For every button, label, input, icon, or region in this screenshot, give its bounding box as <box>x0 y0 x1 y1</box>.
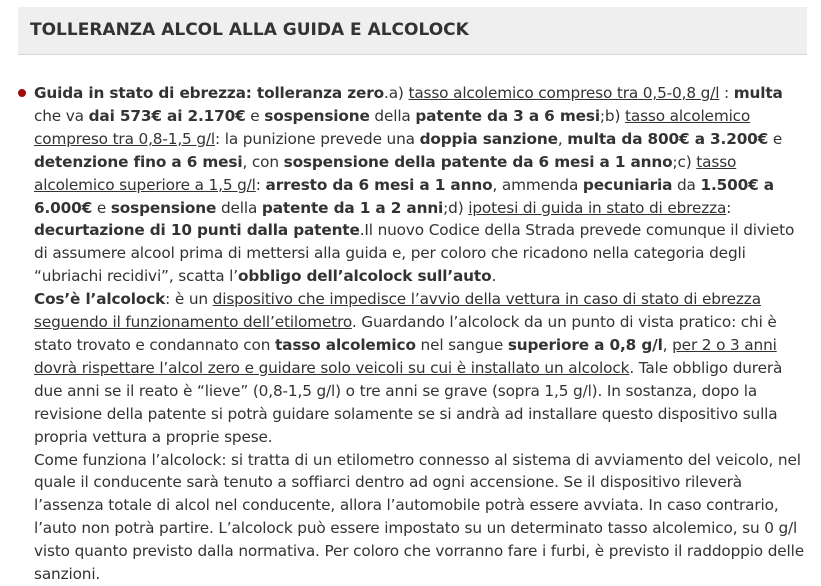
link-tasso-1-5[interactable]: tasso alcolemico superiore a 1,5 g/l <box>34 152 737 194</box>
link-alcol-zero[interactable]: per 2 o 3 anni dovrà rispettare l’alcol zero e guidare solo veicoli su cui è installato un alcolock <box>34 335 777 377</box>
link-ipotesi-ebrezza[interactable]: ipotesi di guida in stato di ebrezza <box>468 198 727 217</box>
link-tasso-0-8[interactable]: tasso alcolemico compreso tra 0,8-1,5 g/l <box>34 106 751 148</box>
article-body <box>34 82 810 586</box>
section-header <box>18 7 807 55</box>
paragraph-funzionamento: Come funziona l’alcolock: si tratta di un etilometro connesso al sistema di avviamento del veicolo, nel quale il conducente sarà tenuto a soffiarci dentro ad ogni accensione. Se il dispositivo rileverà l’assenza totale di alcol nel conducente, allora l’automobile potrà essere avviata. In caso contrario, l’auto non potrà partire. L’alcolock può essere impostato su un determinato tasso alcolemico, su 0 g/l visto quanto previsto dalla normativa. Per coloro che vorranno fare i furbi, è previsto il raddoppio delle sanzioni. <box>34 450 805 584</box>
list-item: Guida in stato di ebrezza: tolleranza zero.a) tasso alcolemico compreso tra 0,5-0,8 g/l : multa che va dai 573€ ai 2.170€ e sospensione della patente da 3 a 6 mesi;b) tasso alcolemico compreso tra 0,8-1,5 g/l: la punizione prevede una doppia sanzione, multa da 800€ a 3.200€ e detenzione fino a 6 mesi, con sospensione della patente da 6 mesi a 1 anno;c) tasso alcolemico superiore a 1,5 g/l: arresto da 6 mesi a 1 anno, ammenda pecuniaria da 1.500€ a 6.000€ e sospensione della patente da 1 a 2 anni;d) ipotesi di guida in stato di ebrezza: decurtazione di 10 punti dalla patente.Il nuovo Codice della Strada prevede comunque il divieto di assumere alcool prima di mettersi alla guida e, per coloro che ricadono nella categoria degli “ubriachi recidivi”, scatta l’obbligo dell’alcolock sull’auto. Cos’è l’alcolock: è un dispositivo che impedisce l’avvio della vettura in caso di stato di ebrezza seguendo il funzionamento dell’etilometro. Guardando l’alcolock da un punto di vista pratico: chi è stato trovato e condannato con tasso alcolemico nel sangue superiore a 0,8 g/l, per 2 o 3 anni dovrà rispettare l’alcol zero e guidare solo veicoli su cui è installato un alcolock. Tale obbligo durerà due anni se il reato è “lieve” (0,8-1,5 g/l) o tre anni se grave (sopra 1,5 g/l). In sostanza, dopo la revisione della patente si potrà guidare solamente se si andrà ad installare questo dispositivo sulla propria vettura a proprie spese. Come funziona l’alcolock: si tratta di un etilometro connesso al sistema di avviamento del veicolo, nel quale il conducente sarà tenuto a soffiarci dentro ad ogni accensione. Se il dispositivo rileverà l’assenza totale di alcol nel conducente, allora l’automobile potrà essere avviata. In caso contrario, l’auto non potrà partire. L’alcolock può essere impostato su un determinato tasso alcolemico, su 0 g/l visto quanto previsto dalla normativa. Per coloro che vorranno fare i furbi, è previsto il raddoppio delle sanzioni. <box>34 84 805 584</box>
link-dispositivo[interactable]: dispositivo che impedisce l’avvio della vettura in caso di stato di ebrezza seguendo il funzionamento dell’etilometro <box>34 290 761 332</box>
bold-text: Guida in stato di ebrezza: tolleranza zero <box>34 84 384 102</box>
dot-icon <box>18 89 26 97</box>
section-title: TOLLERANZA ALCOL ALLA GUIDA E ALCOLOCK <box>30 20 469 40</box>
link-tasso-0-5[interactable]: tasso alcolemico compreso tra 0,5-0,8 g/l <box>408 84 720 102</box>
